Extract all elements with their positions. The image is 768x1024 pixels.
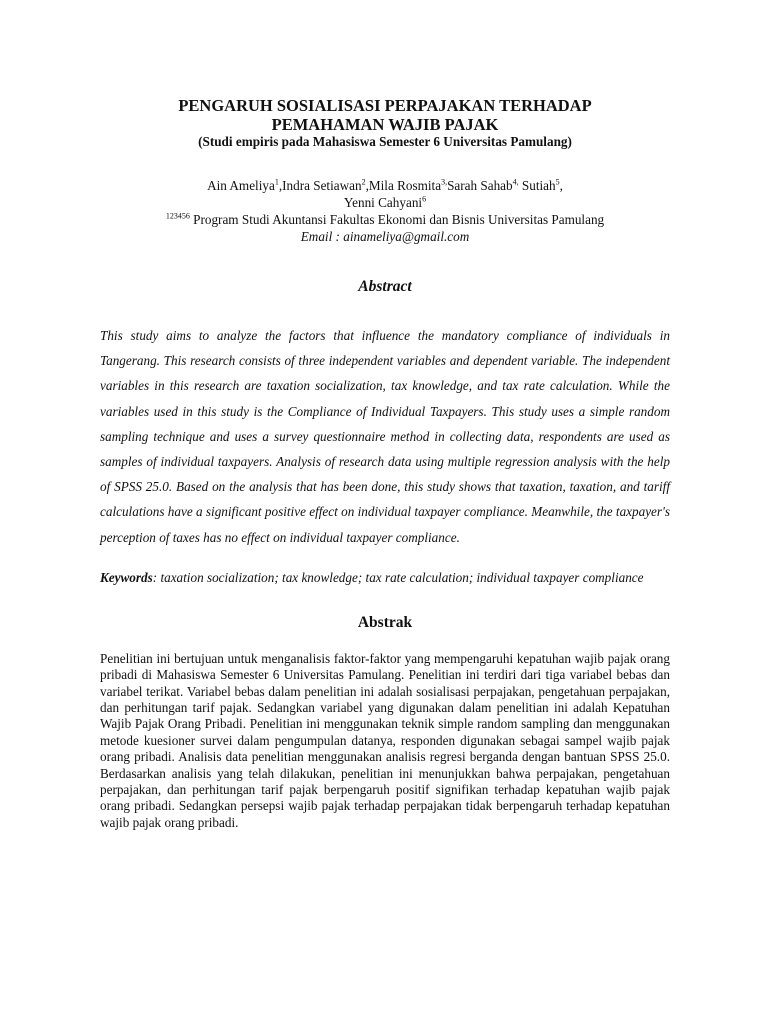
paper-page bbox=[100, 96, 670, 831]
author-4: Sarah Sahab bbox=[447, 178, 513, 193]
abstract-heading: Abstract bbox=[358, 278, 412, 295]
affiliation bbox=[70, 211, 700, 228]
abstrak-body: Penelitian ini bertujuan untuk menganalisis faktor-faktor yang mempengaruhi kepatuhan wajib pajak orang pribadi di Mahasiswa Semester 6 Universitas Pamulang. Penelitian ini terdiri dari tiga variabel bebas dan variabel terikat. Variabel bebas dalam penelitian ini adalah sosialisasi perpajakan, pengetahuan perpajakan, dan perhitungan tarif pajak. Sedangkan variabel yang digunakan dalam penelitian ini adalah Kepatuhan Wajib Pajak Orang Pribadi. Penelitian ini menggunakan teknik simple random sampling dan menggunakan metode kuesioner survei dalam pengumpulan datanya, responden digunakan sebagai sampel wajib pajak orang pribadi. Analisis data penelitian menggunakan analisis regresi berganda dengan bantuan SPSS 25.0. Berdasarkan analisis yang telah dilakukan, penelitian ini menunjukkan bahwa perpajakan, pengetahuan perpajakan, dan perhitungan tarif pajak berpengaruh positif signifikan terhadap kepatuhan wajib pajak orang pribadi. Sedangkan persepsi wajib pajak terhadap perpajakan tidak berpengaruh terhadap kepatuhan wajib pajak orang pribadi. bbox=[100, 650, 670, 830]
author-list bbox=[100, 177, 670, 211]
author-2-affil-mark: 2 bbox=[361, 177, 366, 187]
affiliation-text: Program Studi Akuntansi Fakultas Ekonomi dan Bisnis Universitas Pamulang bbox=[189, 212, 605, 227]
paper-title-line-2: PEMAHAMAN WAJIB PAJAK bbox=[271, 115, 499, 134]
keywords-label: Keywords bbox=[100, 569, 153, 585]
author-5-trailing-comma: , bbox=[559, 178, 563, 193]
author-1: Ain Ameliya bbox=[207, 178, 275, 193]
paper-subtitle: (Studi empiris pada Mahasiswa Semester 6 Universitas Pamulang) bbox=[198, 134, 572, 149]
author-6: Yenni Cahyani bbox=[343, 195, 423, 210]
author-6-affil-mark: 6 bbox=[422, 194, 427, 204]
keywords-text: : taxation socialization; tax knowledge; tax rate calculation; individual taxpayer compliance bbox=[152, 569, 644, 585]
author-3-affil-mark: 3, bbox=[441, 177, 448, 187]
abstract-body: This study aims to analyze the factors that influence the mandatory compliance of individuals in Tangerang. This research consists of three independent variables and dependent variable. The independent variables in this research are taxation socialization, tax knowledge, and tax rate calculation. While the variables used in this study is the Compliance of Individual Taxpayers. This study uses a simple random sampling technique and uses a survey questionnaire method in collecting data, respondents are used as samples of individual taxpayers. Analysis of research data using multiple regression analysis with the help of SPSS 25.0. Based on the analysis that has been done, this study shows that taxation, taxation, and tariff calculations have a significant positive effect on individual taxpayer compliance. Meanwhile, the taxpayer's perception of taxes has no effect on individual taxpayer compliance. bbox=[100, 328, 670, 545]
author-5-affil-mark: 5 bbox=[555, 177, 560, 187]
author-line-1 bbox=[100, 177, 670, 194]
abstrak-heading: Abstrak bbox=[357, 613, 413, 631]
author-4-affil-mark: 4, bbox=[512, 177, 519, 187]
author-5: Sutiah bbox=[518, 178, 556, 193]
paper-title-line-1: PENGARUH SOSIALISASI PERPAJAKAN TERHADAP bbox=[178, 96, 592, 115]
affiliation-mark: 123456 bbox=[165, 211, 190, 221]
author-2: ,Indra Setiawan bbox=[278, 178, 362, 193]
author-3: ,Mila Rosmita bbox=[365, 178, 442, 193]
keywords bbox=[100, 570, 670, 586]
author-1-affil-mark: 1 bbox=[274, 177, 279, 187]
author-line-2 bbox=[100, 194, 670, 211]
author-email: Email : ainameliya@gmail.com bbox=[300, 229, 470, 244]
